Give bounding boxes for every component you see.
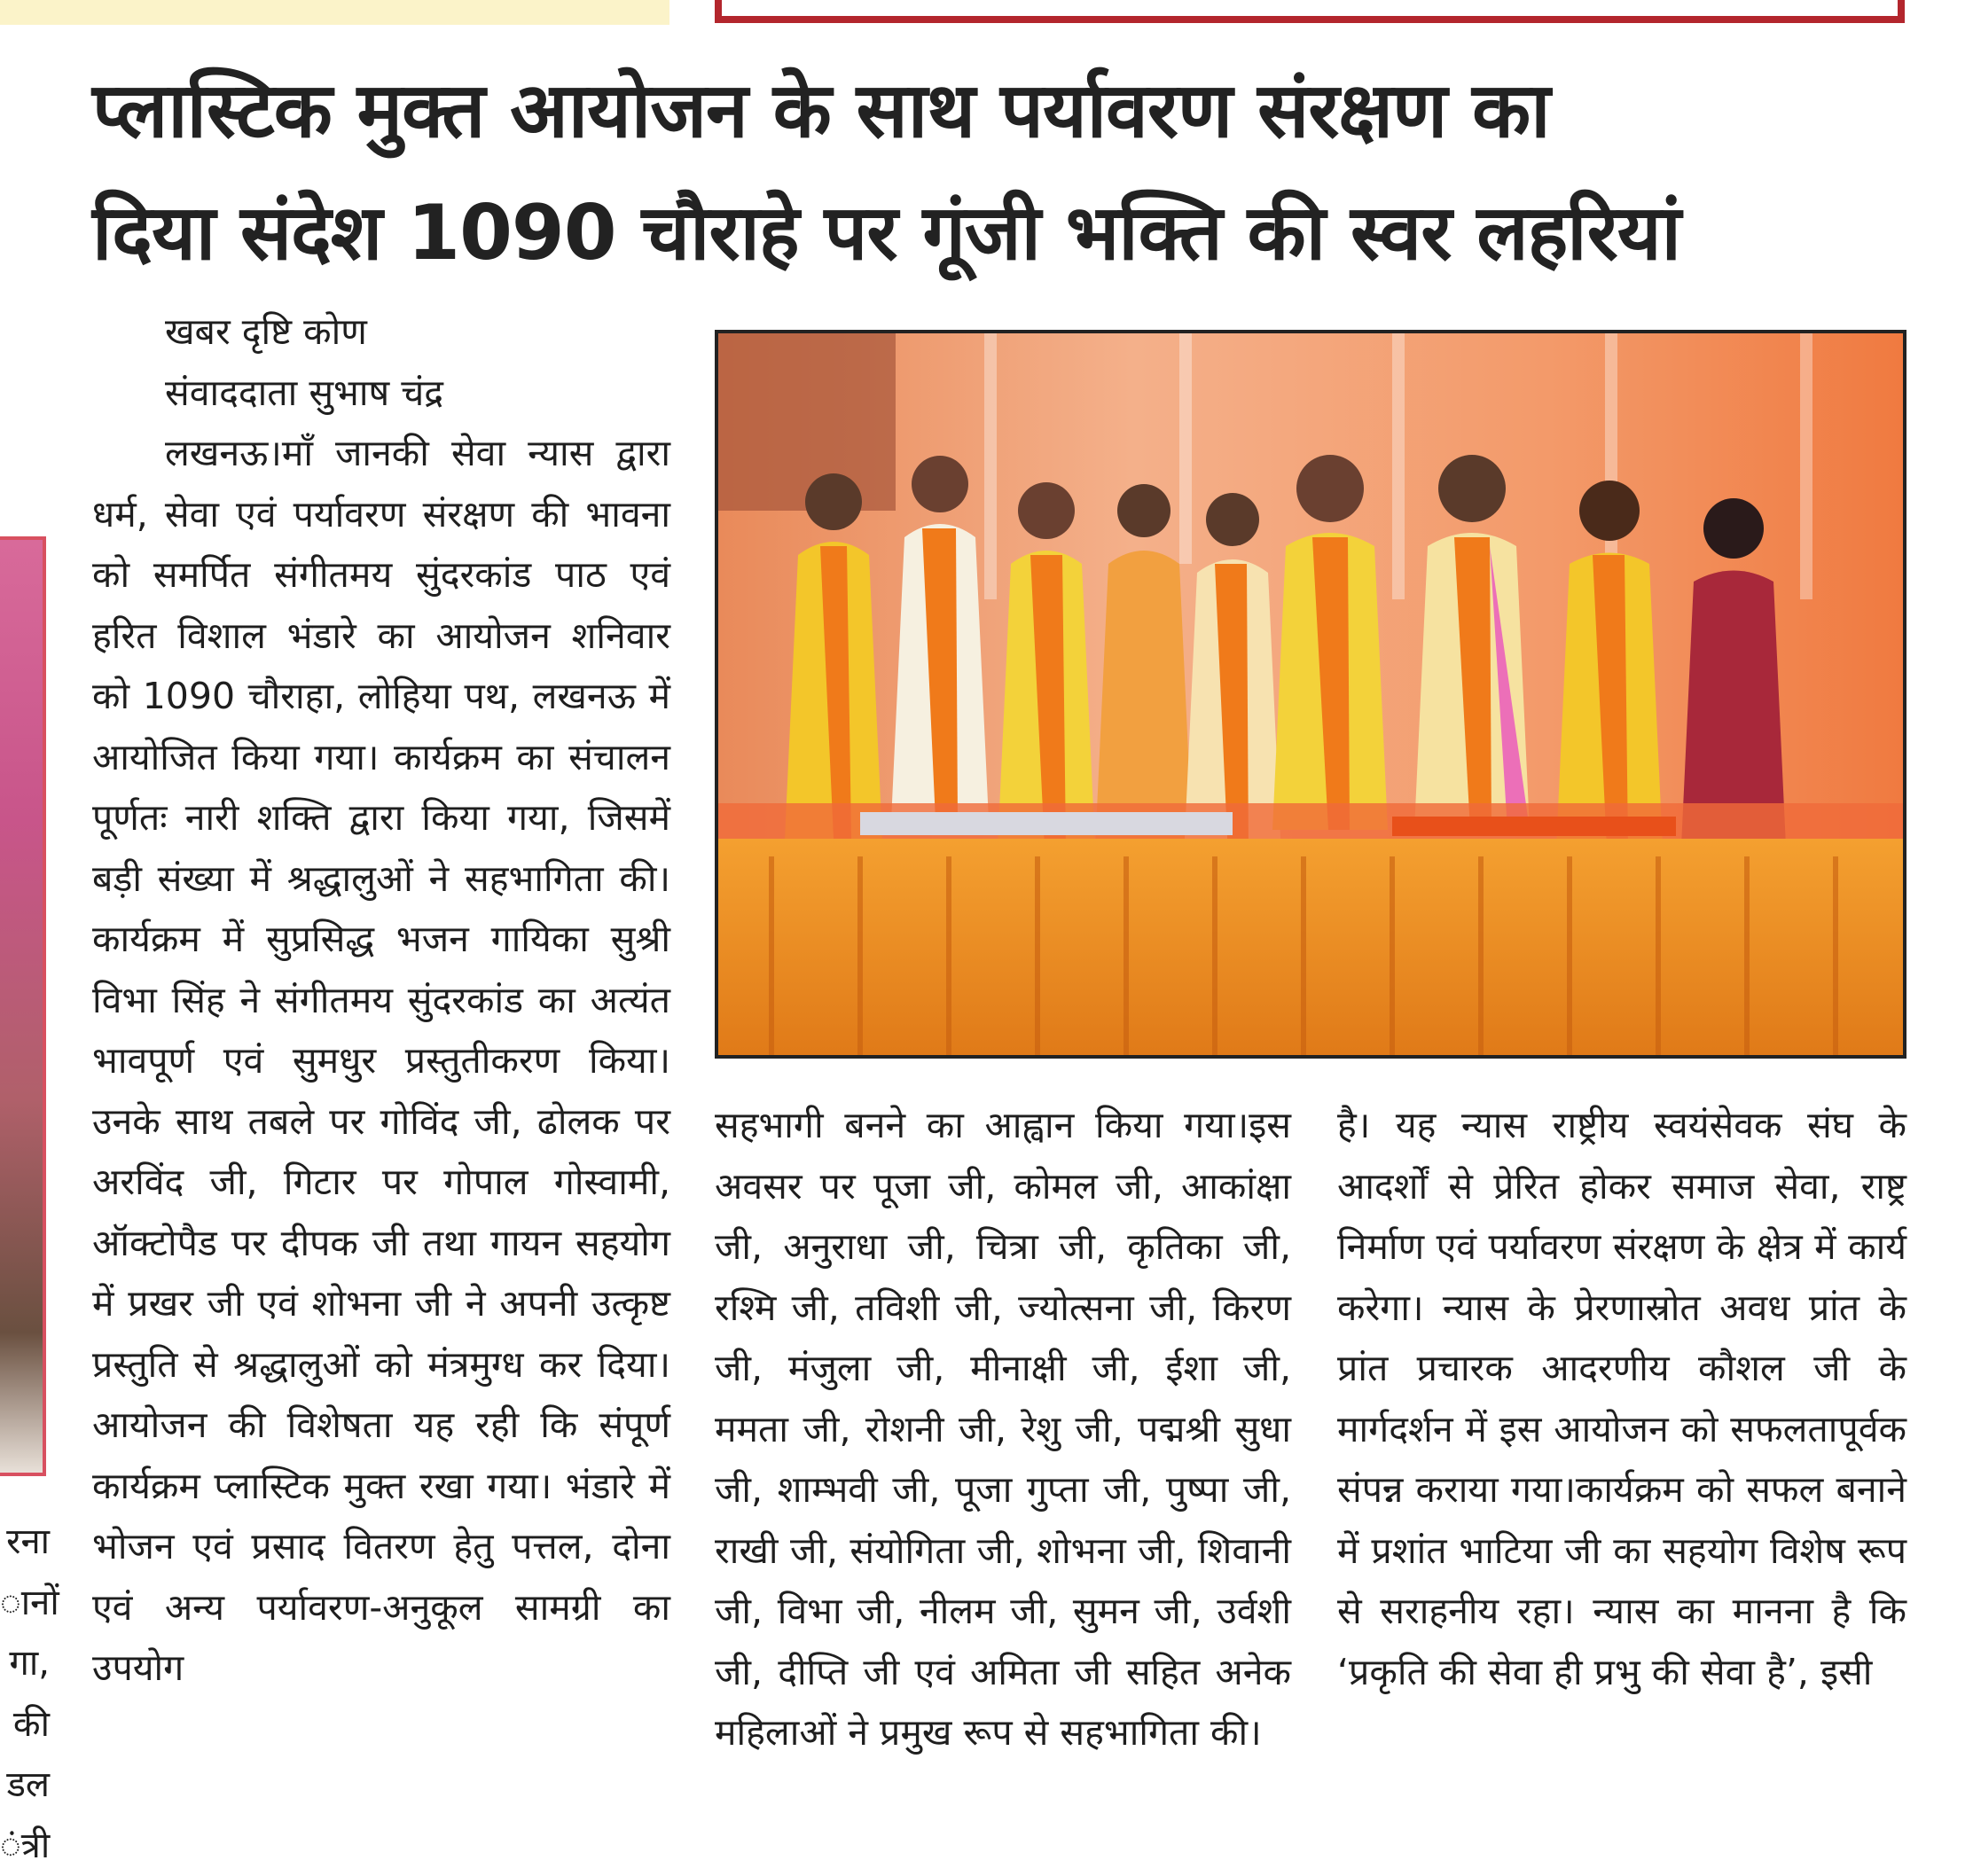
fragment-line: रना — [0, 1512, 50, 1573]
headline-line-2: दिया संदेश 1090 चौराहे पर गूंजी भक्ति की स्वर लहरियां — [92, 172, 1901, 294]
column-2-text: सहभागी बनने का आह्वान किया गया।इस अवसर पर पूजा जी, कोमल जी, आकांक्षा जी, अनुराधा जी, चित्रा जी, कृतिका जी, रश्मि जी, तविशी जी, ज्योत्सना जी, किरण जी, मंजुला जी, मीनाक्षी जी, ईशा जी, ममता जी, रोशनी जी, रेशु जी, पद्मश्री सुधा जी, शाम्भवी जी, पूजा गुप्ता जी, पुष्पा जी, राखी जी, संयोगिता जी, शोभना जी, शिवानी जी, विभा जी, नीलम जी, सुमन जी, उर्वशी जी, दीप्ति जी एवं अमिता जी सहित अनेक महिलाओं ने प्रमुख रूप से सहभागिता की। — [715, 1095, 1291, 1763]
neighbor-photo-strip — [0, 536, 46, 1476]
top-left-band — [0, 0, 669, 25]
column-3-text: है। यह न्यास राष्ट्रीय स्वयंसेवक संघ के आदर्शों से प्रेरित होकर समाज सेवा, राष्ट्र निर्माण एवं पर्यावरण संरक्षण के क्षेत्र में कार्य करेगा। न्यास के प्रेरणास्रोत अवध प्रांत के प्रांत प्रचारक आदरणीय कौशल जी के मार्गदर्शन में इस आयोजन को सफलतापूर्वक संपन्न कराया गया।कार्यक्रम को सफल बनाने में प्रशांत भाटिया जी का सहयोग विशेष रूप से सराहनीय रहा। न्यास का मानना है कि ‘प्रकृति की सेवा ही प्रभु की सेवा है’, इसी — [1337, 1095, 1906, 1702]
top-red-frame — [715, 0, 1905, 23]
fragment-line: गा, — [0, 1633, 50, 1694]
fragment-line: की — [0, 1694, 50, 1755]
headline-line-1: प्लास्टिक मुक्त आयोजन के साथ पर्यावरण संरक्षण का — [92, 50, 1901, 172]
headline — [92, 50, 1901, 294]
fragment-line: ंत्री — [0, 1816, 50, 1876]
byline-reporter: संवाददाता सुभाष चंद्र — [92, 363, 670, 424]
byline-source: खबर दृष्टि कोण — [92, 301, 670, 363]
fragment-line: डल — [0, 1755, 50, 1816]
neighbor-article-fragments — [0, 1512, 50, 1876]
article-column-2 — [715, 1095, 1291, 1763]
event-photo-illustration — [718, 333, 1903, 1055]
article-column-1 — [92, 301, 670, 1699]
event-photo — [715, 330, 1906, 1059]
fragment-line: ानों — [0, 1573, 50, 1634]
column-1-text: लखनऊ।माँ जानकी सेवा न्यास द्वारा धर्म, सेवा एवं पर्यावरण संरक्षण की भावना को समर्पित संगीतमय सुंदरकांड पाठ एवं हरित विशाल भंडारे का आयोजन शनिवार को 1090 चौराहा, लोहिया पथ, लखनऊ में आयोजित किया गया। कार्यक्रम का संचालन पूर्णतः नारी शक्ति द्वारा किया गया, जिसमें बड़ी संख्या में श्रद्धालुओं ने सहभागिता की।कार्यक्रम में सुप्रसिद्ध भजन गायिका सुश्री विभा सिंह ने संगीतमय सुंदरकांड का अत्यंत भावपूर्ण एवं सुमधुर प्रस्तुतीकरण किया। उनके साथ तबले पर गोविंद जी, ढोलक पर अरविंद जी, गिटार पर गोपाल गोस्वामी, ऑक्टोपैड पर दीपक जी तथा गायन सहयोग में प्रखर जी एवं शोभना जी ने अपनी उत्कृष्ट प्रस्तुति से श्रद्धालुओं को मंत्रमुग्ध कर दिया।आयोजन की विशेषता यह रही कि संपूर्ण कार्यक्रम प्लास्टिक मुक्त रखा गया। भंडारे में भोजन एवं प्रसाद वितरण हेतु पत्तल, दोना एवं अन्य पर्यावरण-अनुकूल सामग्री का उपयोग — [92, 423, 670, 1699]
article-column-3 — [1337, 1095, 1906, 1702]
